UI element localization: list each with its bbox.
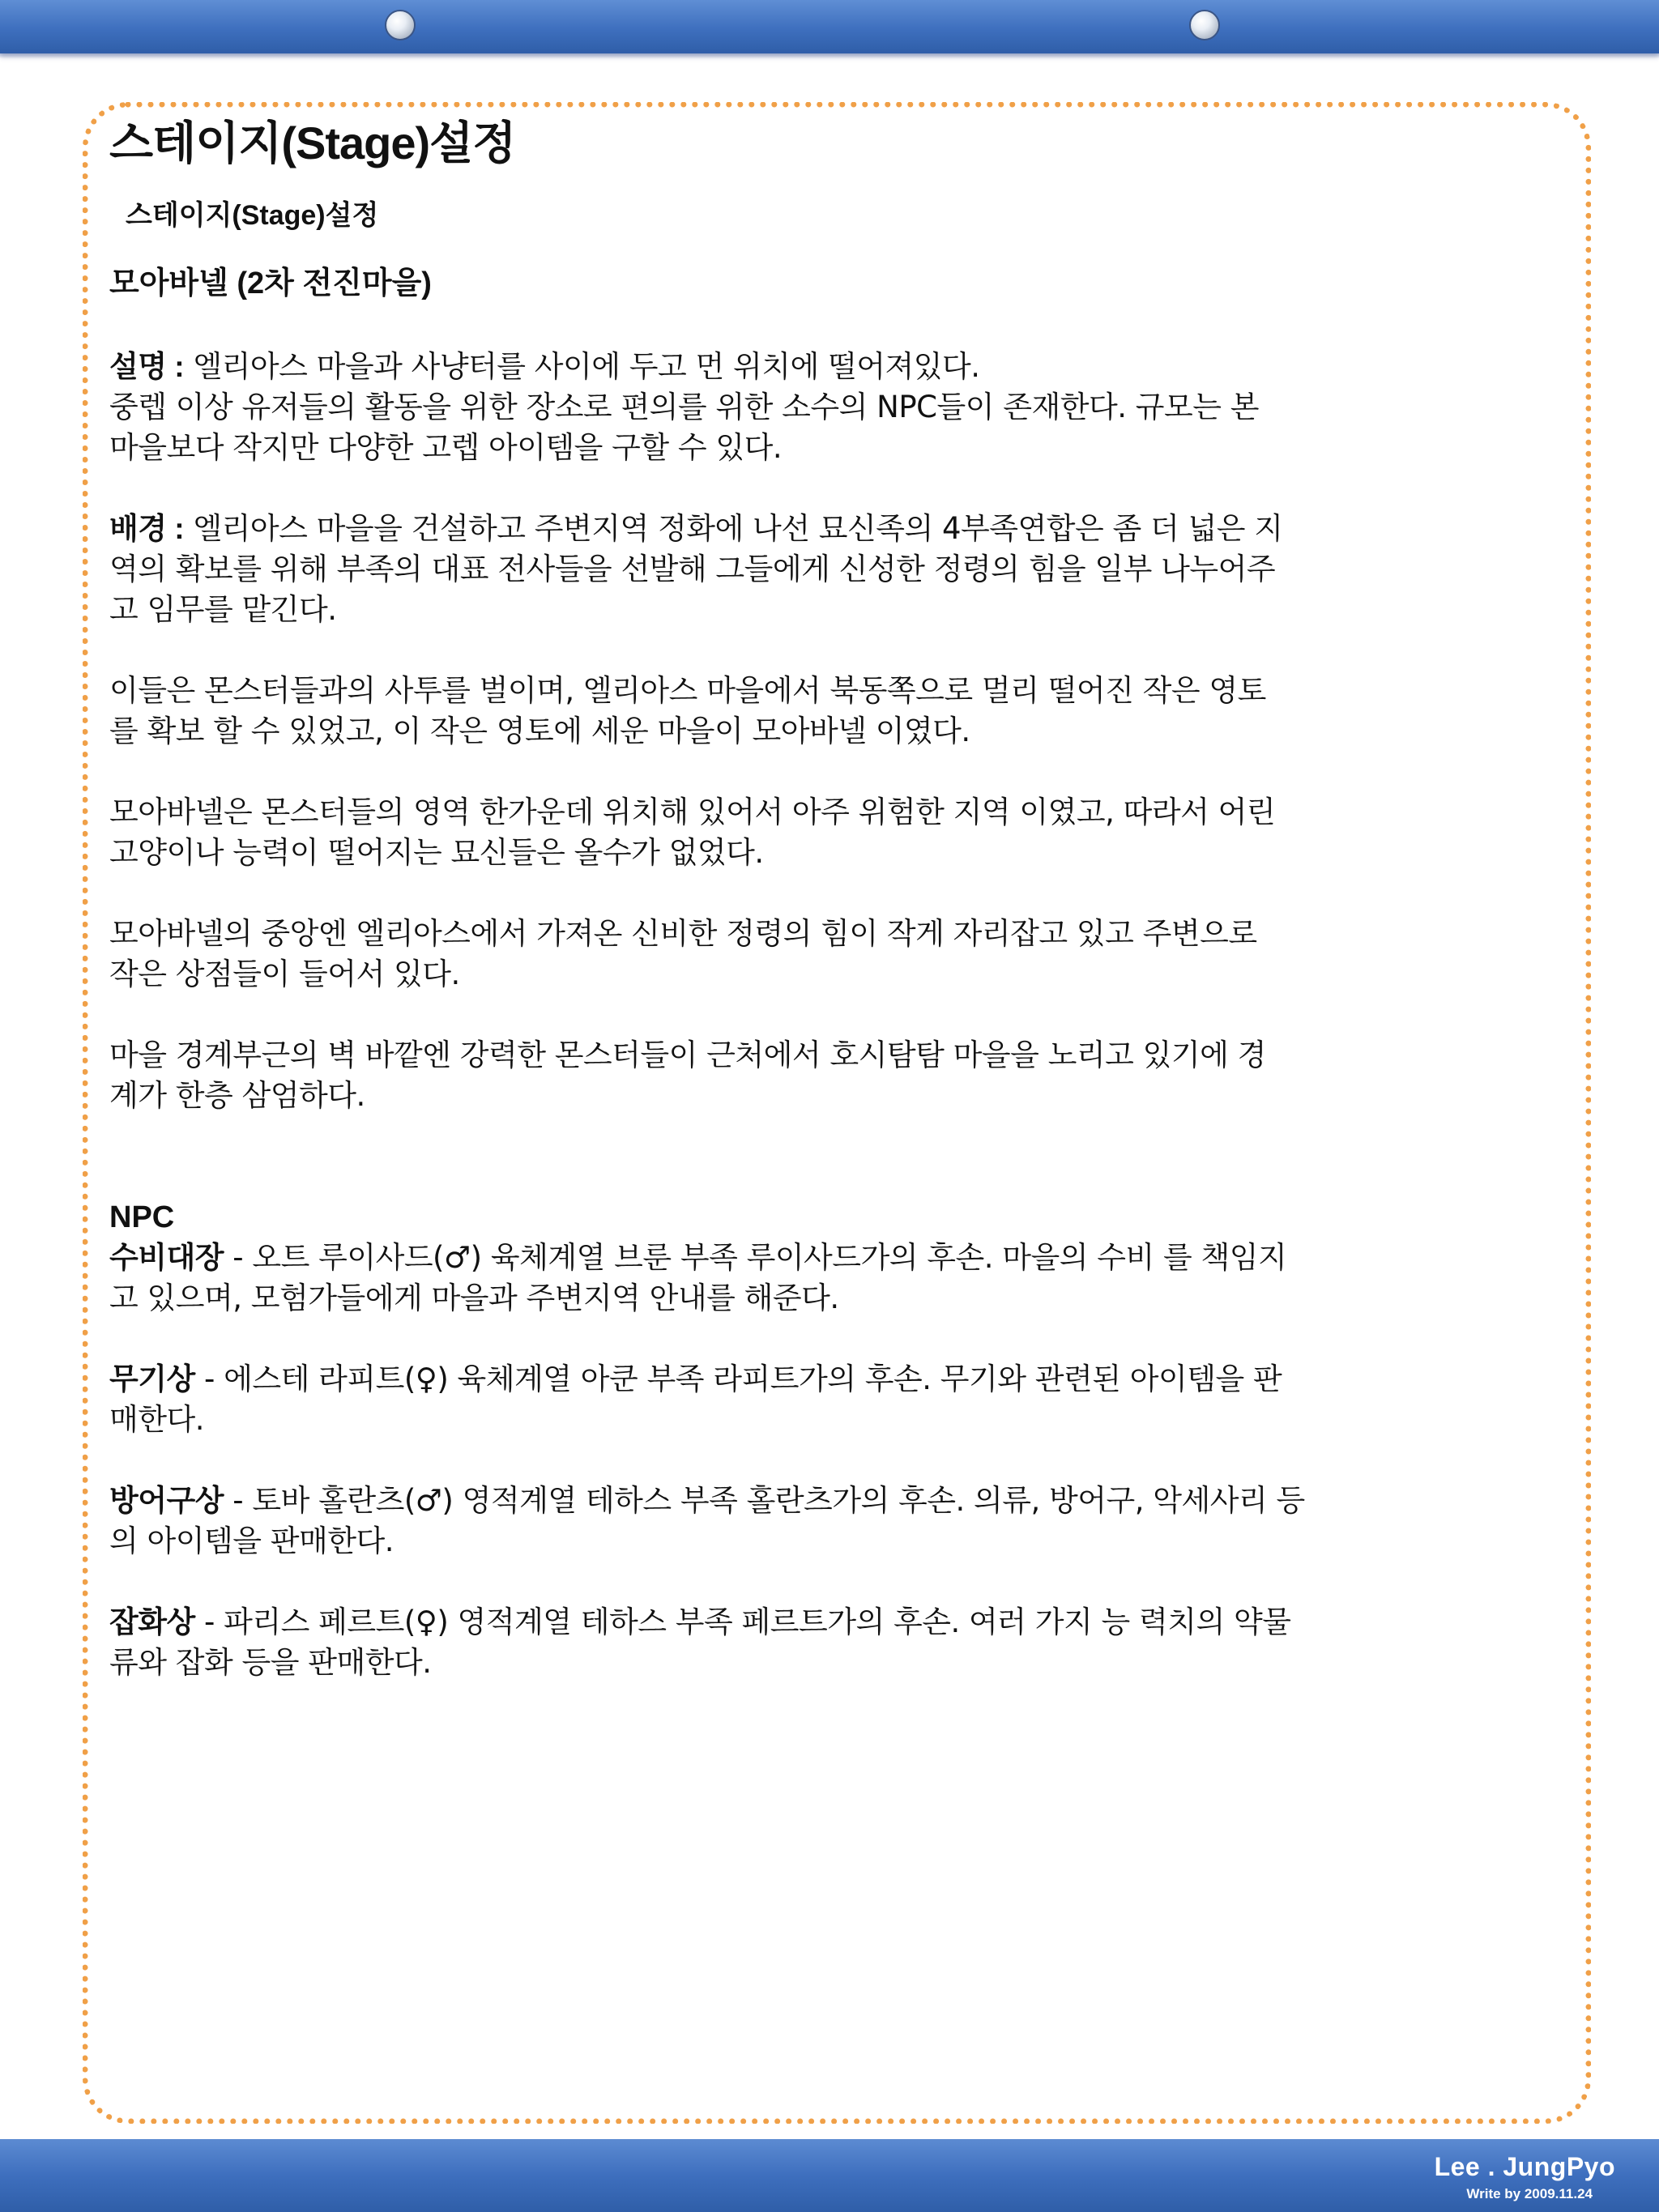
npc-entry-armor-merchant: 방어구상 - 토바 홀란츠(♂) 영적계열 테하스 부족 홀란츠가의 후손. 의류, 방어구, 악세사리 등 의 아이템을 판매한다.: [109, 1483, 1305, 1558]
story-paragraph: 모아바넬은 몬스터들의 영역 한가운데 위치해 있어서 아주 위험한 지역 이였고, 따라서 어린 고양이나 능력이 떨어지는 묘신들은 올수가 없었다.: [109, 795, 1276, 870]
description-label: 설명 :: [109, 350, 185, 383]
background-line: 고 임무를 맡긴다.: [109, 592, 337, 627]
background-line: 역의 확보를 위해 부족의 대표 전사들을 선발해 그들에게 신성한 정령의 힘을 일부 나누어주: [109, 552, 1276, 586]
story-paragraph: 모아바넬의 중앙엔 엘리아스에서 가져온 신비한 정령의 힘이 작게 자리잡고 있고 주변으로 작은 상점들이 들어서 있다.: [109, 916, 1257, 991]
page-title: 스테이지(Stage)설정: [109, 117, 516, 168]
bottom-footer-bar: [0, 2139, 1659, 2212]
background-block: [109, 509, 1486, 630]
author-date: Write by 2009.11.24: [1466, 2186, 1593, 2201]
background-label: 배경 :: [109, 512, 185, 545]
document-content: [109, 105, 1486, 1683]
npc-entry-weapon-merchant: 무기상 - 에스테 라피트(♀) 육체계열 아쿤 부족 라피트가의 후손. 무기와 관련된 아이템을 판 매한다.: [109, 1362, 1282, 1437]
npc-label: 무기상: [109, 1362, 195, 1396]
npc-label: 수비대장: [109, 1241, 224, 1274]
story-paragraph: 이들은 몬스터들과의 사투를 벌이며, 엘리아스 마을에서 북동쪽으로 멀리 떨어진 작은 영토 를 확보 할 수 있었고, 이 작은 영토에 세운 마을이 모아바넬 이였다.: [109, 673, 1266, 748]
npc-heading: NPC: [109, 1200, 175, 1234]
top-header-bar: [0, 0, 1659, 53]
description-line: 설명 : 엘리아스 마을과 사냥터를 사이에 두고 먼 위치에 떨어져있다.: [109, 349, 980, 384]
npc-section: [109, 1197, 1486, 1683]
npc-label: 잡화상: [109, 1605, 195, 1639]
description-line: 마을보다 작지만 다양한 고렙 아이템을 구할 수 있다.: [109, 430, 783, 465]
description-line: 중렙 이상 유저들의 활동을 위한 장소로 편의를 위한 소수의 NPC들이 존재한다. 규모는 본: [109, 390, 1259, 424]
npc-entry-general-merchant: 잡화상 - 파리스 페르트(♀) 영적계열 테하스 부족 페르트가의 후손. 여러 가지 능 력치의 약물 류와 잡화 등을 판매한다.: [109, 1605, 1291, 1680]
npc-entry-guard-captain: 수비대장 - 오트 루이사드(♂) 육체계열 브룬 부족 루이사드가의 후손. 마을의 수비 를 책임지 고 있으며, 모험가들에게 마을과 주변지역 안내를 해준다.: [109, 1240, 1287, 1315]
author-name: Lee . JungPyo: [1434, 2152, 1615, 2181]
section-heading: 모아바넬 (2차 전진마을): [109, 266, 432, 300]
background-line: 배경 : 엘리아스 마을을 건설하고 주변지역 정화에 나선 묘신족의 4부족연합은 좀 더 넓은 지: [109, 511, 1283, 546]
description-block: [109, 347, 1486, 468]
binder-ring-hole-icon: [1189, 10, 1220, 40]
binder-ring-hole-icon: [385, 10, 416, 40]
npc-label: 방어구상: [109, 1484, 224, 1517]
page-subtitle: 스테이지(Stage)설정: [126, 200, 379, 231]
story-paragraph: 마을 경계부근의 벽 바깥엔 강력한 몬스터들이 근처에서 호시탐탐 마을을 노리고 있기에 경 계가 한층 삼엄하다.: [109, 1038, 1266, 1113]
